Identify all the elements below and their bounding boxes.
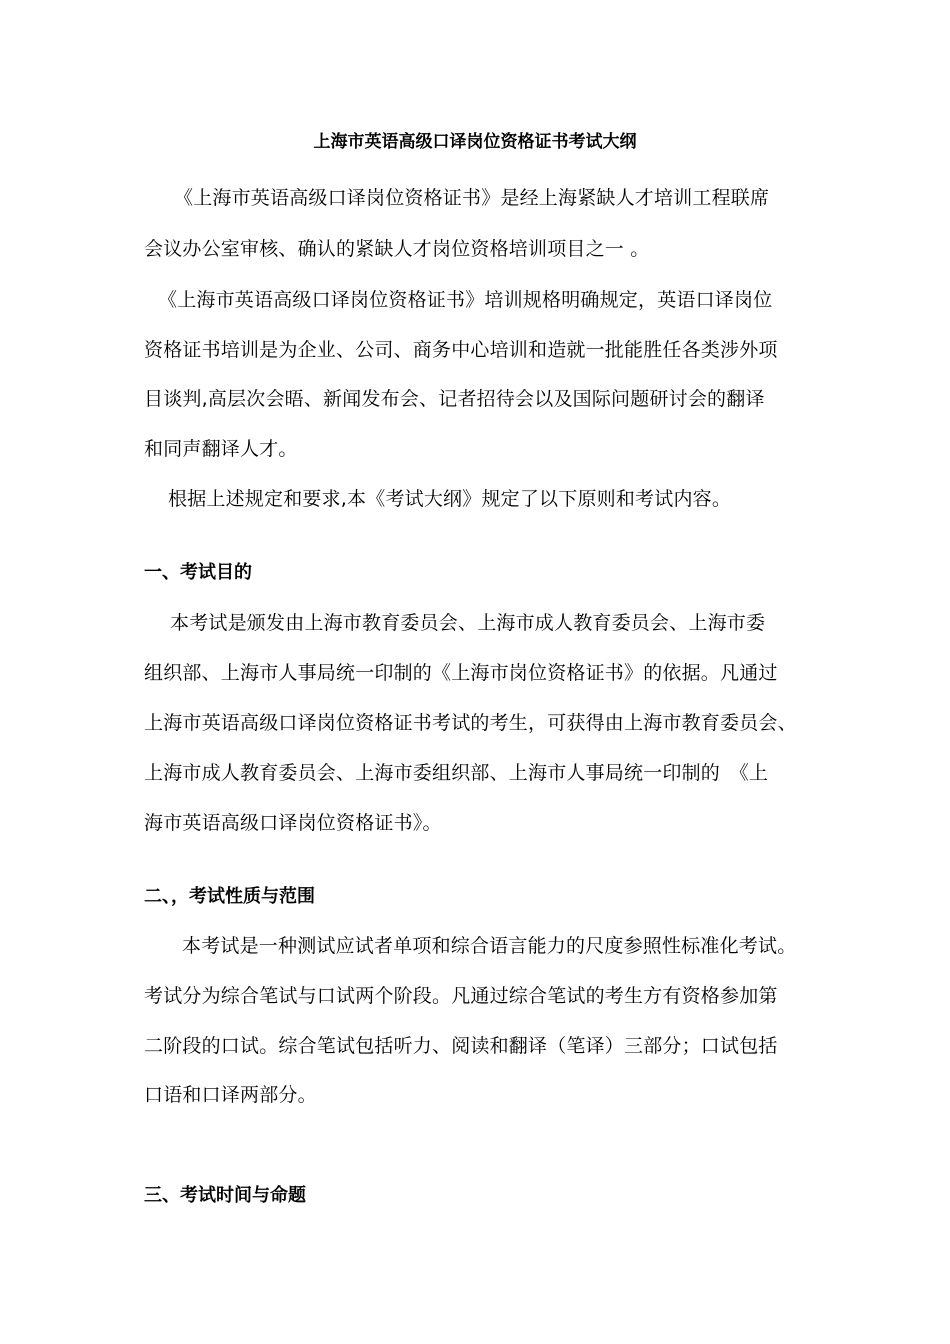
- section-1-heading: 一、考试目的: [144, 562, 252, 583]
- section-2-heading: 二、，考试性质与范围: [144, 886, 315, 907]
- section-1-line-1: 本考试是颁发由上海市教育委员会、上海市成人教育委员会、上海市委: [170, 612, 766, 634]
- intro-p1-line-2: 会议办公室审核、确认的紧缺人才岗位资格培训项目之一 。: [144, 238, 650, 260]
- section-2-line-4: 口语和口译两部分。: [144, 1084, 317, 1106]
- section-2-line-1: 本考试是一种测试应试者单项和综合语言能力的尺度参照性标准化考试。: [182, 935, 797, 957]
- section-2-line-2: 考试分为综合笔试与口试两个阶段。凡通过综合笔试的考生方有资格参加第: [144, 985, 778, 1007]
- section-2-line-3: 二阶段的口试。综合笔试包括听力、阅读和翻译（笔译）三部分；口试包括: [144, 1035, 778, 1057]
- intro-p2-line-4: 和同声翻译人才。: [144, 438, 298, 460]
- intro-p1-line-1: 《上海市英语高级口译岗位资格证书》是经上海紧缺人才培训工程联席: [174, 187, 770, 209]
- section-1-line-2: 组织部、上海市人事局统一印制的《上海市岗位资格证书》的依据。凡通过: [144, 662, 778, 684]
- section-1-line-4: 上海市成人教育委员会、上海市委组织部、上海市人事局统一印制的 《上: [144, 762, 769, 784]
- intro-p2-line-1: 《上海市英语高级口译岗位资格证书》培训规格明确规定，英语口译岗位: [158, 289, 773, 311]
- intro-p3-line-1: 根据上述规定和要求,本《考试大纲》规定了以下原则和考试内容。: [168, 488, 732, 510]
- section-3-heading: 三、考试时间与命题: [144, 1185, 306, 1206]
- document-title: 上海市英语高级口译岗位资格证书考试大纲: [313, 132, 637, 152]
- section-1-line-3: 上海市英语高级口译岗位资格证书考试的考生，可获得由上海市教育委员会、: [144, 712, 797, 734]
- section-1-line-5: 海市英语高级口译岗位资格证书》。: [144, 812, 442, 834]
- intro-p2-line-3: 目谈判,高层次会晤、新闻发布会、记者招待会以及国际问题研讨会的翻译: [144, 388, 765, 410]
- intro-p2-line-2: 资格证书培训是为企业、公司、商务中心培训和造就一批能胜任各类涉外项: [144, 339, 778, 361]
